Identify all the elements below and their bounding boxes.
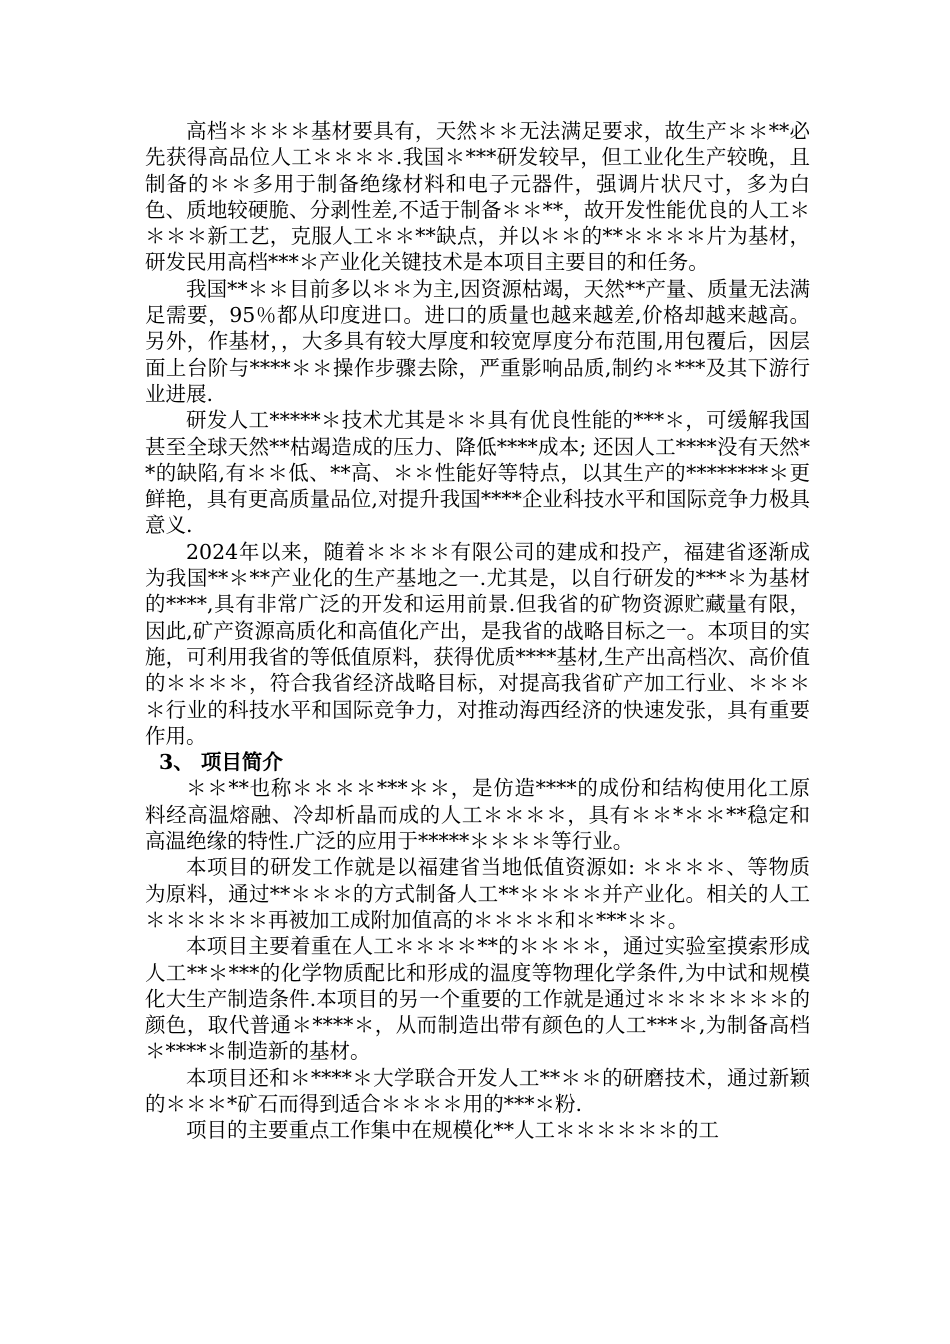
paragraph-1: 高档＊＊＊＊基材要具有，天然＊＊无法满足要求，故生产＊＊**必先获得高品位人工＊＊＊＊.我国＊***研发较早，但工业化生产较晚，且制备的＊＊多用于制备绝缘材料和电子元器件，强调片状尺寸，多为白色、质地较硬脆、分剥性差,不适于制备＊＊**，故开发性能优良的人工＊＊＊＊新工艺，克服人工＊＊**缺点，并以＊＊的**＊＊＊＊片为基材，研发民用高档***＊产业化关键技术是本项目主要目的和任务。 xyxy=(145,119,810,275)
paragraph-2: 我国**＊＊目前多以＊＊为主,因资源枯竭，天然**产量、质量无法满足需要，95％都从印度进口。进口的质量也越来越差,价格却越来越高。另外，作基材，，大多具有较大厚度和较宽厚度分布范围,用包覆后，因层面上台阶与****＊＊操作步骤去除，严重影响品质,制约＊***及其下游行业进展. xyxy=(145,276,810,406)
section-paragraph-1: ＊＊**也称＊＊＊＊***＊＊，是仿造****的成份和结构使用化工原料经高温熔融、冷却析晶而成的人工＊＊＊＊，具有＊＊*＊＊**稳定和高温绝缘的特性.广泛的应用于*****＊＊＊＊等行业。 xyxy=(145,776,810,854)
paragraph-3: 研发人工*****＊技术尤其是＊＊具有优良性能的***＊，可缓解我国甚至全球天然**枯竭造成的压力、降低****成本; 还因人工****没有天然**的缺陷,有＊＊低、**高、＊＊性能好等特点，以其生产的********＊更鲜艳，具有更高质量品位,对提升我国****企业科技水平和国际竞争力极具意义. xyxy=(145,408,810,538)
paragraph-4: 2024年以来，随着＊＊＊＊有限公司的建成和投产，福建省逐渐成为我国**＊**产业化的生产基地之一.尤其是，以自行研发的***＊为基材的****,具有非常广泛的开发和运用前景.但我省的矿物资源贮藏量有限，因此,矿产资源高质化和高值化产出，是我省的战略目标之一。本项目的实施，可利用我省的等低值原料，获得优质****基材,生产出高档次、高价值的＊＊＊＊，符合我省经济战略目标，对提高我省矿产加工行业、＊＊＊＊行业的科技水平和国际竞争力，对推动海西经济的快速发张，具有重要作用。 xyxy=(145,539,810,748)
section-paragraph-2: 本项目的研发工作就是以福建省当地低值资源如: ＊＊＊＊、等物质为原料，通过**＊＊＊的方式制备人工**＊＊＊＊并产业化。相关的人工＊＊＊＊＊＊再被加工成附加值高的＊＊＊＊和＊***＊＊。 xyxy=(145,855,810,932)
section-paragraph-5: 项目的主要重点工作集中在规模化**人工＊＊＊＊＊＊的工 xyxy=(186,1118,719,1143)
section-paragraph-4: 本项目还和＊****＊大学联合开发人工**＊＊的研磨技术，通过新颖的＊＊＊*矿石而得到适合＊＊＊＊用的***＊粉. xyxy=(145,1065,810,1116)
section-heading: 3、 项目简介 xyxy=(159,750,283,775)
document-page xyxy=(145,118,810,1144)
section-paragraph-3: 本项目主要着重在人工＊＊＊＊**的＊＊＊＊，通过实验室摸索形成人工**＊***的化学物质配比和形成的温度等物理化学条件,为中试和规模化大生产制造条件.本项目的另一个重要的工作就是通过＊＊＊＊＊＊＊的颜色，取代普通＊****＊，从而制造出带有颜色的人工***＊,为制备高档＊****＊制造新的基材。 xyxy=(145,934,810,1064)
